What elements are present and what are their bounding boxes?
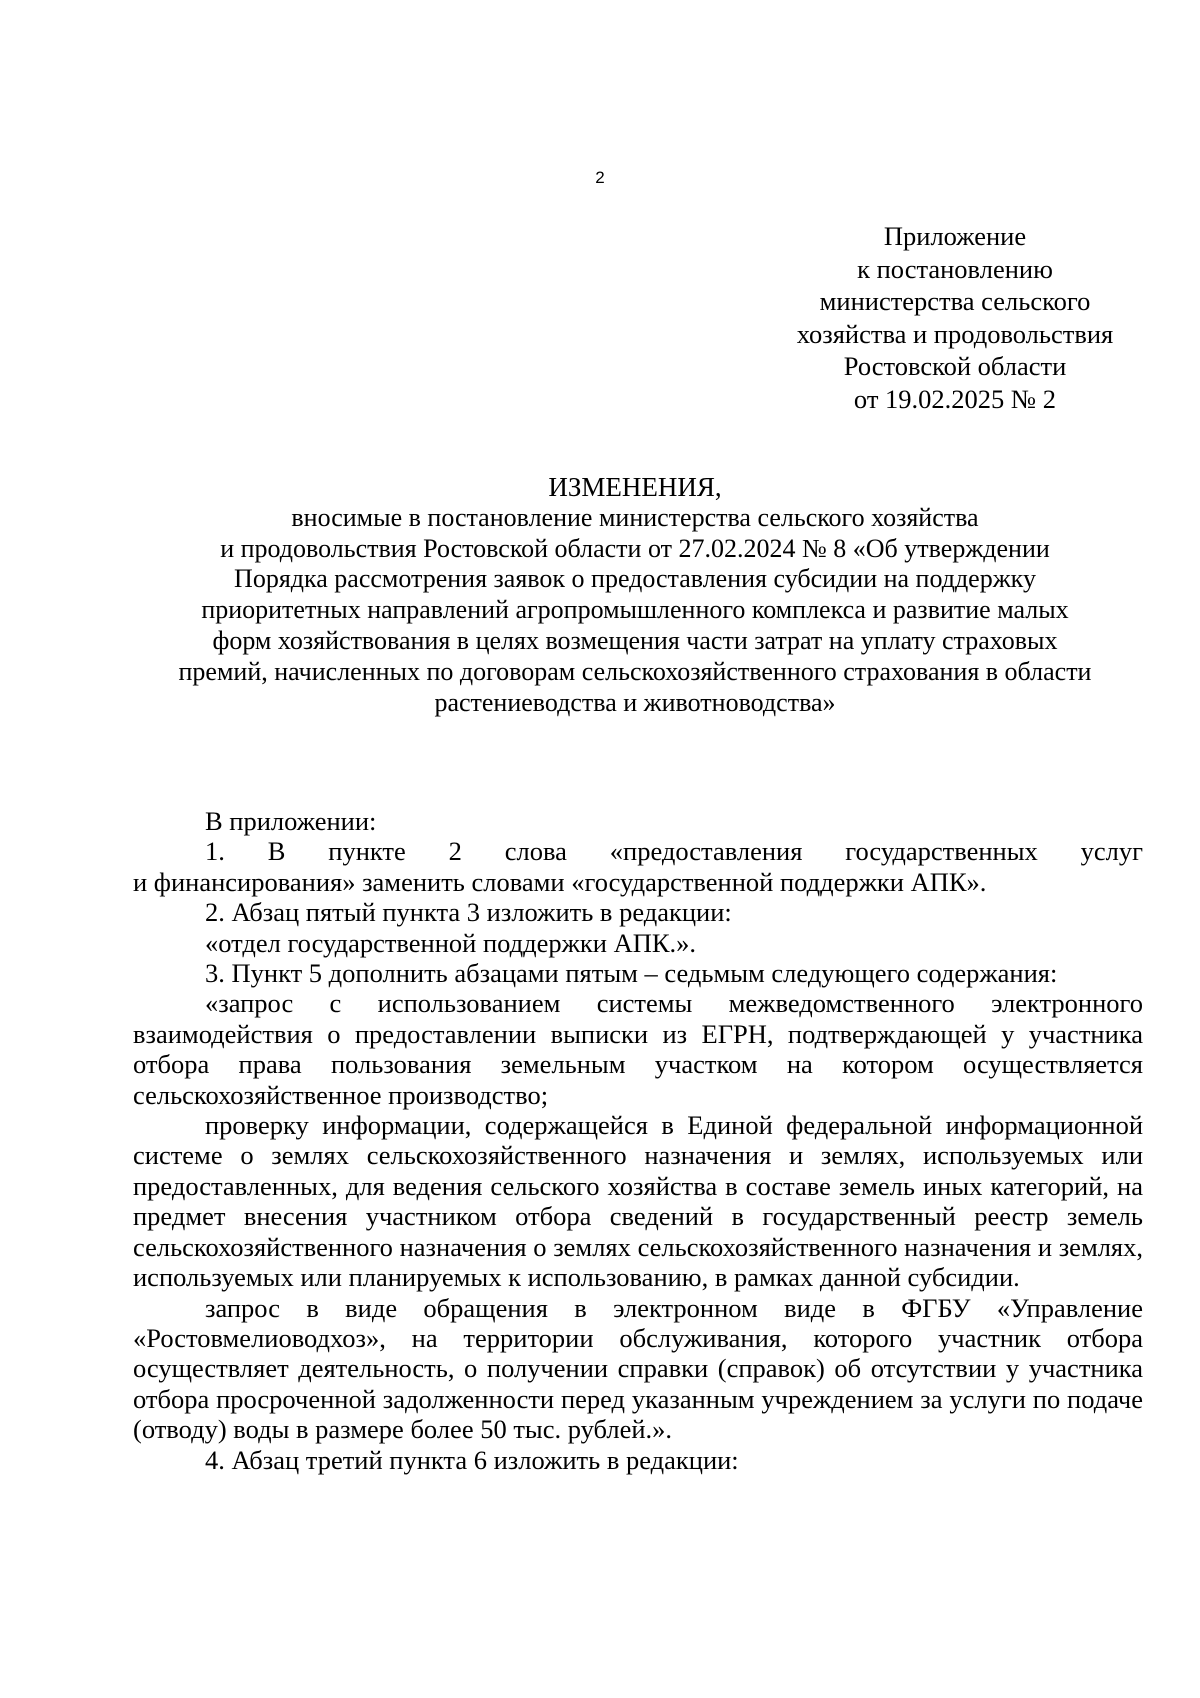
document-title bbox=[130, 472, 1140, 718]
item-3-paragraph-3: запрос в виде обращения в электронном виде в ФГБУ «Управление «Ростовмелиоводхоз», на территории обслуживания, которого участник отбора осуществляет деятельность, о получении справки (справок) об отсутствии у участника отбора просроченной задолженности перед указанным учреждением за услуги по подаче (отводу) воды в размере более 50 тыс. рублей.». bbox=[133, 1292, 1143, 1445]
appendix-line: Ростовской области bbox=[843, 351, 1067, 381]
appendix-line: от 19.02.2025 № 2 bbox=[853, 383, 1057, 414]
title-line: растениеводства и животноводства» bbox=[434, 687, 836, 717]
document-body bbox=[133, 806, 1143, 1475]
appendix-line: Приложение bbox=[883, 221, 1027, 251]
item-2: 2. Абзац пятый пункта 3 изложить в редакции: bbox=[205, 897, 732, 928]
appendix-line: к постановлению bbox=[857, 253, 1053, 284]
title-line: приоритетных направлений агропромышленного комплекса и развитие малых bbox=[201, 595, 1069, 625]
title-line: Порядка рассмотрения заявок о предоставления субсидии на поддержку bbox=[234, 564, 1036, 594]
title-line: форм хозяйствования в целях возмещения части затрат на уплату страховых bbox=[212, 625, 1058, 655]
intro-paragraph: В приложении: bbox=[205, 806, 377, 836]
appendix-line: министерства сельского bbox=[819, 286, 1091, 316]
page-number: 2 bbox=[595, 168, 605, 187]
title-line: и продовольствия Ростовской области от 27.02.2024 № 8 «Об утверждении bbox=[220, 533, 1050, 563]
item-3-paragraph-2: проверку информации, содержащейся в Единой федеральной информационной системе о землях сельскохозяйственного назначения и землях, используемых или предоставленных, для ведения сельского хозяйства в составе земель иных категорий, на предмет внесения участником отбора сведений в государственный реестр земель сельскохозяйственного назначения о землях сельскохозяйственного назначения и землях, используемых или планируемых к использованию, в рамках данной субсидии. bbox=[133, 1110, 1143, 1293]
appendix-header bbox=[760, 220, 1150, 415]
item-1-continuation: и финансирования» заменить словами «государственной поддержки АПК». bbox=[133, 866, 987, 897]
item-3: 3. Пункт 5 дополнить абзацами пятым – седьмым следующего содержания: bbox=[205, 958, 1058, 989]
appendix-line: хозяйства и продовольствия bbox=[796, 318, 1114, 349]
item-3-paragraph-1: «запрос с использованием системы межведомственного электронного взаимодействия о предоставлении выписки из ЕГРН, подтверждающей у участника отбора права пользования земельным участком на котором осуществляется сельскохозяйственное производство; bbox=[133, 988, 1143, 1110]
title-heading: ИЗМЕНЕНИЯ, bbox=[548, 472, 722, 502]
item-4: 4. Абзац третий пункта 6 изложить в редакции: bbox=[205, 1444, 739, 1475]
title-line: премий, начисленных по договорам сельскохозяйственного страхования в области bbox=[178, 656, 1092, 686]
item-2-quote: «отдел государственной поддержки АПК.». bbox=[205, 927, 697, 958]
item-1-first-line: 1. В пункте 2 слова «предоставления государственных услуг bbox=[205, 836, 1143, 867]
title-line: вносимые в постановление министерства сельского хозяйства bbox=[291, 502, 979, 532]
